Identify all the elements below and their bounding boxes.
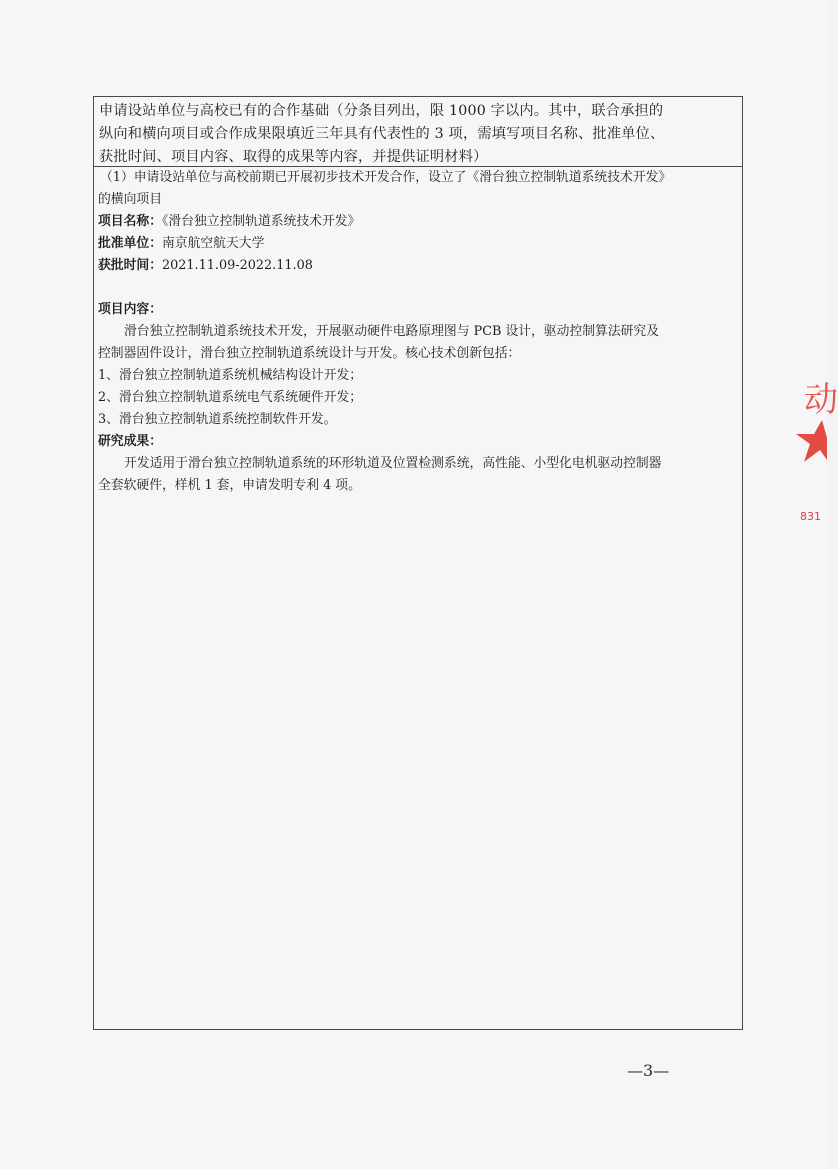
section-spacer — [98, 277, 738, 299]
approval-time-row — [98, 255, 738, 277]
instruction-header-cell — [94, 97, 742, 167]
instruction-line-3: 获批时间、项目内容、取得的成果等内容，并提供证明材料） — [99, 149, 488, 165]
page-number: —3— — [627, 1061, 670, 1080]
project-name-row — [98, 211, 738, 233]
stamp-glyph: 动 — [804, 380, 838, 420]
approval-unit-value: 南京航空航天大学 — [161, 236, 265, 251]
project-content-para-line-1: 滑台独立控制轨道系统技术开发，开展驱动硬件电路原理图与 PCB 设计，驱动控制算法研究及 — [124, 324, 660, 339]
intro-line-1: （1）申请设站单位与高校前期已开展初步技术开发合作，设立了《滑台独立控制轨道系统技术开发》 — [100, 170, 672, 185]
approval-time-value: 2021.11.09-2022.11.08 — [161, 258, 313, 273]
research-results-line-2: 全套软硬件，样机 1 套，申请发明专利 4 项。 — [98, 478, 361, 493]
instruction-line-1: 申请设站单位与高校已有的合作基础（分条目列出，限 1000 字以内。其中，联合承担的 — [99, 103, 664, 119]
project-content-para-line-2: 控制器固件设计，滑台独立控制轨道系统设计与开发。核心技术创新包括： — [98, 346, 521, 361]
approval-time-label: 获批时间： — [98, 258, 162, 273]
intro-line-2: 的横向项目 — [98, 192, 162, 207]
innovation-item-3: 3、滑台独立控制轨道系统控制软件开发。 — [98, 412, 337, 427]
red-seal-stamp-fragment — [796, 360, 838, 540]
cooperation-content-cell — [94, 167, 742, 497]
research-results-line-1: 开发适用于滑台独立控制轨道系统的环形轨道及位置检测系统，高性能、小型化电机驱动控制器 — [124, 456, 662, 471]
project-name-value: 《滑台独立控制轨道系统技术开发》 — [161, 214, 361, 229]
instruction-line-2: 纵向和横向项目或合作成果限填近三年具有代表性的 3 项，需填写项目名称、批准单位、 — [99, 126, 665, 142]
approval-unit-label: 批准单位： — [98, 236, 162, 251]
project-name-label: 项目名称： — [98, 214, 162, 229]
cooperation-form-table — [93, 96, 743, 1030]
innovation-item-2: 2、滑台独立控制轨道系统电气系统硬件开发； — [98, 390, 363, 405]
approval-unit-row — [98, 233, 738, 255]
research-results-title: 研究成果： — [98, 434, 162, 449]
stamp-digits: 831 — [800, 510, 821, 523]
stamp-star-icon — [796, 420, 827, 480]
project-content-title: 项目内容： — [98, 302, 162, 317]
innovation-item-1: 1、滑台独立控制轨道系统机械结构设计开发； — [98, 368, 363, 383]
